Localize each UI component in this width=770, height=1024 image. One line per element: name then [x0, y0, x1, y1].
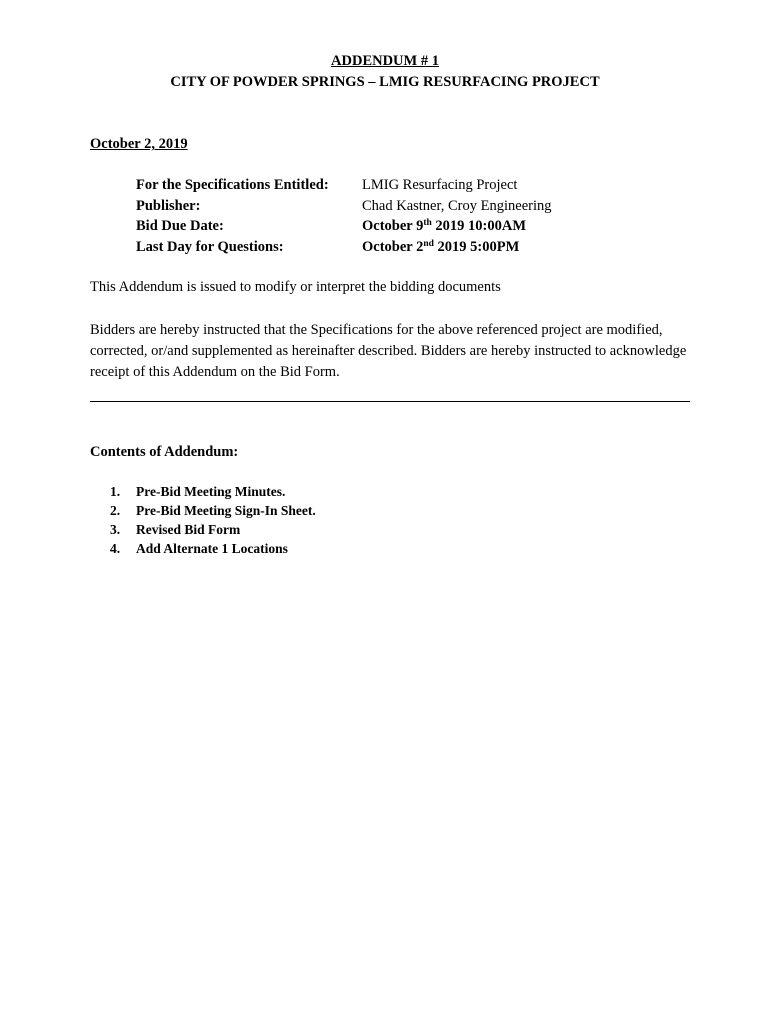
bid-due-rest: 2019 10:00AM: [431, 218, 527, 234]
list-item: [110, 501, 316, 520]
bid-due-value: [362, 216, 526, 237]
list-item-text: Pre-Bid Meeting Minutes.: [136, 484, 286, 499]
list-item-number: 1.: [110, 484, 121, 499]
list-item: [110, 482, 316, 501]
horizontal-rule: [90, 401, 690, 402]
questions-suffix: nd: [423, 238, 434, 249]
specs-value: LMIG Resurfacing Project: [362, 177, 518, 193]
publisher-value: Chad Kastner, Croy Engineering: [362, 197, 552, 214]
list-item-number: 2.: [110, 503, 121, 518]
list-item-text: Pre-Bid Meeting Sign-In Sheet.: [136, 503, 316, 518]
list-item: [110, 520, 316, 539]
contents-heading: Contents of Addendum:: [90, 444, 239, 460]
info-row-publisher: [136, 196, 551, 217]
questions-rest: 2019 5:00PM: [433, 238, 520, 255]
info-table: [136, 175, 551, 257]
bid-due-suffix: th: [423, 218, 432, 228]
info-row-specs: [136, 175, 551, 196]
publisher-label: Publisher:: [136, 197, 201, 214]
list-item: [110, 539, 316, 558]
project-title: CITY OF POWDER SPRINGS – LMIG RESURFACING PROJECT: [170, 74, 600, 90]
addendum-title: ADDENDUM # 1: [331, 53, 439, 69]
info-row-bid-due: [136, 216, 551, 237]
bid-due-label: Bid Due Date:: [136, 218, 224, 234]
intro-paragraph: This Addendum is issued to modify or interpret the bidding documents: [90, 279, 501, 295]
bid-due-month: October 9: [362, 218, 424, 234]
questions-value: [362, 237, 519, 258]
list-item-text: Add Alternate 1 Locations: [136, 541, 288, 556]
document-date: October 2, 2019: [90, 136, 188, 152]
questions-month: October 2: [362, 238, 424, 255]
list-item-number: 4.: [110, 541, 121, 556]
info-row-questions: [136, 237, 551, 258]
list-item-number: 3.: [110, 522, 121, 537]
list-item-text: Revised Bid Form: [136, 522, 241, 537]
questions-label: Last Day for Questions:: [136, 238, 284, 255]
instructions-paragraph: Bidders are hereby instructed that the Specifications for the above referenced project are modified, corrected, or/and supplemented as hereinafter described. Bidders are hereby instructed to acknowledge receipt of this Addendum on the Bid Form.: [90, 322, 687, 380]
contents-list: [110, 482, 316, 558]
specs-label: For the Specifications Entitled:: [136, 177, 329, 193]
